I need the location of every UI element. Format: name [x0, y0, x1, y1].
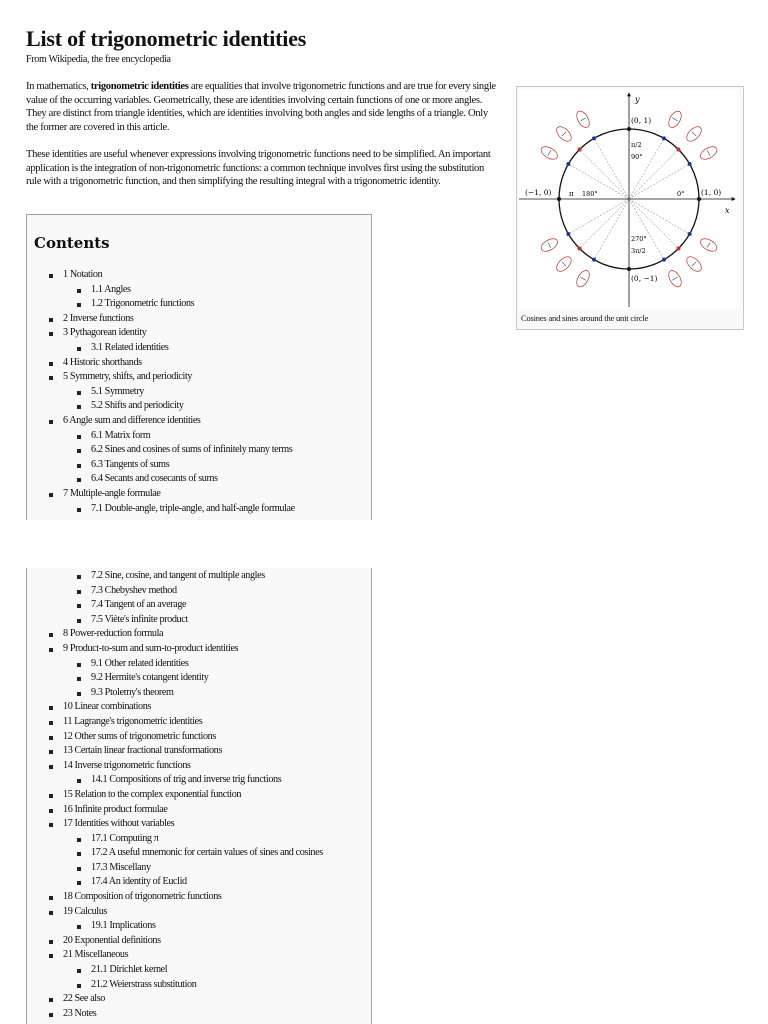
toc-item-label: 9.1 Other related identities [91, 657, 189, 669]
angle-dot [578, 148, 582, 152]
bullet-icon [49, 274, 53, 278]
figure-caption: Cosines and sines around the unit circle [521, 313, 649, 323]
toc-item-label: 7.4 Tangent of an average [91, 599, 187, 611]
coordinate-mark [539, 144, 560, 162]
toc-item[interactable] [27, 846, 371, 861]
bullet-icon [77, 449, 81, 453]
bullet-icon [77, 881, 81, 885]
coordinate-mark [539, 236, 560, 254]
toc-item-label: 17.3 Miscellany [91, 861, 151, 873]
toc-item[interactable] [27, 875, 371, 890]
toc-item-label: 12 Other sums of trigonometric functions [63, 730, 216, 742]
toc-item[interactable] [27, 458, 371, 473]
toc-item[interactable] [27, 268, 371, 283]
toc-list-top [27, 268, 371, 516]
coordinate-mark [554, 124, 574, 144]
toc-item[interactable] [27, 502, 371, 517]
bullet-icon [49, 706, 53, 710]
bullet-icon [77, 619, 81, 623]
bullet-icon [49, 1013, 53, 1017]
toc-item-label: 13 Certain linear fractional transformations [63, 745, 222, 757]
bullet-icon [77, 347, 81, 351]
toc-list-bottom [27, 569, 371, 1021]
toc-item[interactable] [27, 992, 371, 1007]
toc-item[interactable] [27, 370, 371, 385]
toc-item[interactable] [27, 919, 371, 934]
bullet-icon [77, 838, 81, 842]
bullet-icon [49, 318, 53, 322]
bullet-icon [49, 765, 53, 769]
toc-item-label: 7.2 Sine, cosine, and tangent of multiple angles [91, 570, 265, 581]
bullet-icon [49, 911, 53, 915]
toc-item[interactable] [27, 472, 371, 487]
angle-label-90-deg: 90° [631, 153, 643, 161]
intro-p1-rest: are equalities that involve trigonometric functions and are true for every single value of the occurring variables. Geometrically, these are identities involving certain functions of one or more angles. They are distinct from triangle identities, which are identities involving both angles and side lengths of a triangle. Only the former are covered in this article. [26, 81, 496, 133]
toc-item[interactable] [27, 963, 371, 978]
toc-item-label: 14.1 Compositions of trig and inverse trig functions [91, 774, 282, 786]
angle-label-pi-over-2: π/2 [631, 141, 642, 149]
toc-item[interactable] [27, 934, 371, 949]
bullet-icon [77, 405, 81, 409]
unit-circle-diagram[interactable] [519, 89, 739, 309]
axis-label-y: y [635, 95, 640, 104]
toc-item[interactable] [27, 487, 371, 502]
bullet-icon [49, 420, 53, 424]
toc-item-label: 1 Notation [63, 269, 103, 280]
toc-item-label: 15 Relation to the complex exponential function [63, 788, 242, 800]
toc-item[interactable] [27, 414, 371, 429]
toc-item-label: 6.3 Tangents of sums [91, 458, 170, 470]
coordinate-mark [554, 254, 574, 274]
intro-p1-start: In mathematics, [26, 81, 91, 92]
point-label-right: (1, 0) [701, 188, 722, 197]
toc-item[interactable] [27, 385, 371, 400]
toc-item[interactable] [27, 642, 371, 657]
toc-item-label: 6.4 Secants and cosecants of sums [91, 473, 218, 485]
intro-bold-term[interactable]: trigonometric identities [90, 81, 189, 92]
bullet-icon [77, 435, 81, 439]
toc-item-label: 21.2 Weierstrass substitution [91, 978, 197, 990]
toc-item[interactable] [27, 861, 371, 876]
angle-dot [688, 232, 692, 236]
toc-item[interactable] [27, 890, 371, 905]
toc-item-label: 1.1 Angles [91, 283, 131, 295]
angle-dot [578, 246, 582, 250]
bullet-icon [77, 604, 81, 608]
coordinate-mark [666, 268, 684, 289]
toc-item[interactable] [27, 905, 371, 920]
bullet-icon [49, 736, 53, 740]
toc-item-label: 9 Product-to-sum and sum-to-product identities [63, 642, 239, 654]
toc-item[interactable] [27, 744, 371, 759]
toc-item-label: 17.2 A useful mnemonic for certain values of sines and cosines [91, 847, 323, 859]
bullet-icon [49, 362, 53, 366]
angle-dot [688, 162, 692, 166]
toc-item[interactable] [27, 671, 371, 686]
intro-paragraph-1 [26, 80, 498, 134]
toc-item[interactable] [27, 773, 371, 788]
coordinate-mark [574, 109, 592, 130]
angle-spoke [594, 199, 629, 260]
bullet-icon [49, 493, 53, 497]
bullet-icon [49, 809, 53, 813]
point-label-left: (−1, 0) [525, 188, 552, 197]
angle-label-pi: π [569, 190, 574, 198]
toc-item[interactable] [27, 832, 371, 847]
angle-dot [566, 162, 570, 166]
toc-item-label: 17.1 Computing π [91, 832, 159, 844]
angle-label-0-deg: 0° [677, 190, 685, 198]
toc-item-label: 2 Inverse functions [63, 312, 134, 324]
point-label-top: (0, 1) [631, 116, 652, 125]
bullet-icon [77, 677, 81, 681]
angle-spoke [580, 199, 629, 248]
toc-item[interactable] [27, 978, 371, 993]
angle-spoke [594, 138, 629, 199]
toc-item-label: 7.5 Viète's infinite product [91, 613, 188, 625]
toc-item-label: 8 Power-reduction formula [63, 628, 164, 640]
bullet-icon [77, 303, 81, 307]
toc-item-label: 19 Calculus [63, 905, 107, 917]
toc-item[interactable] [27, 788, 371, 803]
toc-item[interactable] [27, 443, 371, 458]
toc-heading: Contents [34, 234, 110, 252]
toc-item-label: 3.1 Related identities [91, 341, 169, 353]
toc-item-label: 5.1 Symmetry [91, 385, 144, 397]
toc-item[interactable] [27, 598, 371, 613]
angle-label-270-deg: 270° [631, 235, 647, 243]
toc-item[interactable] [27, 817, 371, 832]
toc-item-label: 21.1 Dirichlet kernel [91, 964, 168, 976]
toc-item[interactable] [27, 569, 371, 584]
table-of-contents-continued [26, 568, 372, 1024]
toc-item[interactable] [27, 326, 371, 341]
bullet-icon [49, 332, 53, 336]
toc-item-label: 22 See also [63, 993, 106, 1005]
toc-item[interactable] [27, 356, 371, 371]
bullet-icon [77, 984, 81, 988]
toc-item[interactable] [27, 429, 371, 444]
angle-label-180-deg: 180° [582, 190, 598, 198]
coordinate-mark [698, 144, 719, 162]
intro-paragraph-2: These identities are useful whenever expressions involving trigonometric functions need to be simplified. An important application is the integration of non-trigonometric functions: a common technique involves first using the substitution rule with a trigonometric function, and then simplifying the resulting integral with a trigonometric identity. [26, 149, 491, 188]
bullet-icon [49, 633, 53, 637]
coordinate-mark [574, 268, 592, 289]
bullet-icon [77, 663, 81, 667]
toc-item-label: 5 Symmetry, shifts, and periodicity [63, 371, 193, 383]
toc-item[interactable] [27, 297, 371, 312]
page-break-gap [0, 520, 768, 568]
bullet-icon [77, 692, 81, 696]
coordinate-mark [666, 109, 684, 130]
toc-item[interactable] [27, 759, 371, 774]
toc-item[interactable] [27, 700, 371, 715]
bullet-icon [77, 969, 81, 973]
toc-item-label: 16 Infinite product formulae [63, 803, 168, 815]
toc-item[interactable] [27, 584, 371, 599]
bullet-icon [77, 925, 81, 929]
bullet-icon [49, 648, 53, 652]
toc-item-label: 10 Linear combinations [63, 701, 151, 713]
bullet-icon [49, 940, 53, 944]
toc-item[interactable] [27, 948, 371, 963]
bullet-icon [49, 823, 53, 827]
toc-item[interactable] [27, 627, 371, 642]
coordinate-mark [684, 254, 704, 274]
axis-label-x: x [725, 206, 730, 215]
toc-item-label: 7.1 Double-angle, triple-angle, and half-angle formulae [91, 502, 295, 514]
toc-item-label: 17 Identities without variables [63, 818, 175, 830]
bullet-icon [49, 998, 53, 1002]
angle-dot [662, 258, 666, 262]
angle-dot [662, 136, 666, 140]
axis-dot [627, 127, 631, 131]
toc-item-label: 14 Inverse trigonometric functions [63, 759, 191, 771]
toc-item[interactable] [27, 730, 371, 745]
angle-dot [592, 258, 596, 262]
angle-label-3pi-over-2: 3π/2 [631, 247, 646, 255]
bullet-icon [49, 721, 53, 725]
page-title: List of trigonometric identities [26, 26, 307, 51]
axis-dot [627, 267, 631, 271]
point-label-bottom: (0, −1) [631, 274, 658, 283]
toc-item-label: 19.1 Implications [91, 920, 156, 932]
toc-item-label: 18 Composition of trigonometric functions [63, 891, 222, 903]
toc-item-label: 7 Multiple-angle formulae [63, 487, 161, 499]
toc-item[interactable] [27, 283, 371, 298]
page-tagline: From Wikipedia, the free encyclopedia [26, 54, 171, 65]
toc-item-label: 7.3 Chebyshev method [91, 584, 177, 596]
bullet-icon [49, 954, 53, 958]
toc-item[interactable] [27, 613, 371, 628]
table-of-contents [26, 214, 372, 521]
bullet-icon [77, 289, 81, 293]
bullet-icon [77, 575, 81, 579]
toc-item-label: 1.2 Trigonometric functions [91, 298, 195, 310]
bullet-icon [49, 376, 53, 380]
coordinate-mark [684, 124, 704, 144]
toc-item-label: 6.2 Sines and cosines of sums of infinitely many terms [91, 444, 293, 456]
angle-spoke [568, 164, 629, 199]
angle-spoke [629, 199, 690, 234]
toc-item-label: 17.4 An identity of Euclid [91, 876, 187, 888]
toc-item[interactable] [27, 1007, 371, 1022]
toc-item[interactable] [27, 686, 371, 701]
toc-item-label: 23 Notes [63, 1007, 97, 1019]
bullet-icon [77, 391, 81, 395]
bullet-icon [49, 794, 53, 798]
bullet-icon [77, 852, 81, 856]
toc-item-label: 9.3 Ptolemy's theorem [91, 686, 174, 698]
bullet-icon [49, 750, 53, 754]
toc-item-label: 6.1 Matrix form [91, 429, 151, 441]
toc-item[interactable] [27, 399, 371, 414]
toc-item[interactable] [27, 803, 371, 818]
toc-item-label: 5.2 Shifts and periodicity [91, 400, 184, 412]
toc-item[interactable] [27, 657, 371, 672]
angle-dot [676, 148, 680, 152]
toc-item[interactable] [27, 715, 371, 730]
coordinate-mark [698, 236, 719, 254]
axis-dot [557, 197, 561, 201]
bullet-icon [77, 867, 81, 871]
angle-dot [592, 136, 596, 140]
bullet-icon [77, 779, 81, 783]
toc-item-label: 20 Exponential definitions [63, 934, 161, 946]
toc-item-label: 4 Historic shorthands [63, 356, 142, 368]
bullet-icon [49, 896, 53, 900]
unit-circle-figure [516, 86, 744, 330]
bullet-icon [77, 464, 81, 468]
axis-dot [697, 197, 701, 201]
angle-dot [676, 246, 680, 250]
bullet-icon [77, 590, 81, 594]
toc-item-label: 6 Angle sum and difference identities [63, 414, 201, 426]
bullet-icon [77, 478, 81, 482]
toc-item[interactable] [27, 312, 371, 327]
toc-item-label: 11 Lagrange's trigonometric identities [63, 715, 203, 727]
toc-item-label: 21 Miscellaneous [63, 949, 129, 961]
bullet-icon [77, 508, 81, 512]
toc-item-label: 9.2 Hermite's cotangent identity [91, 672, 209, 684]
angle-spoke [568, 199, 629, 234]
toc-item-label: 3 Pythagorean identity [63, 327, 147, 339]
toc-item[interactable] [27, 341, 371, 356]
angle-dot [566, 232, 570, 236]
